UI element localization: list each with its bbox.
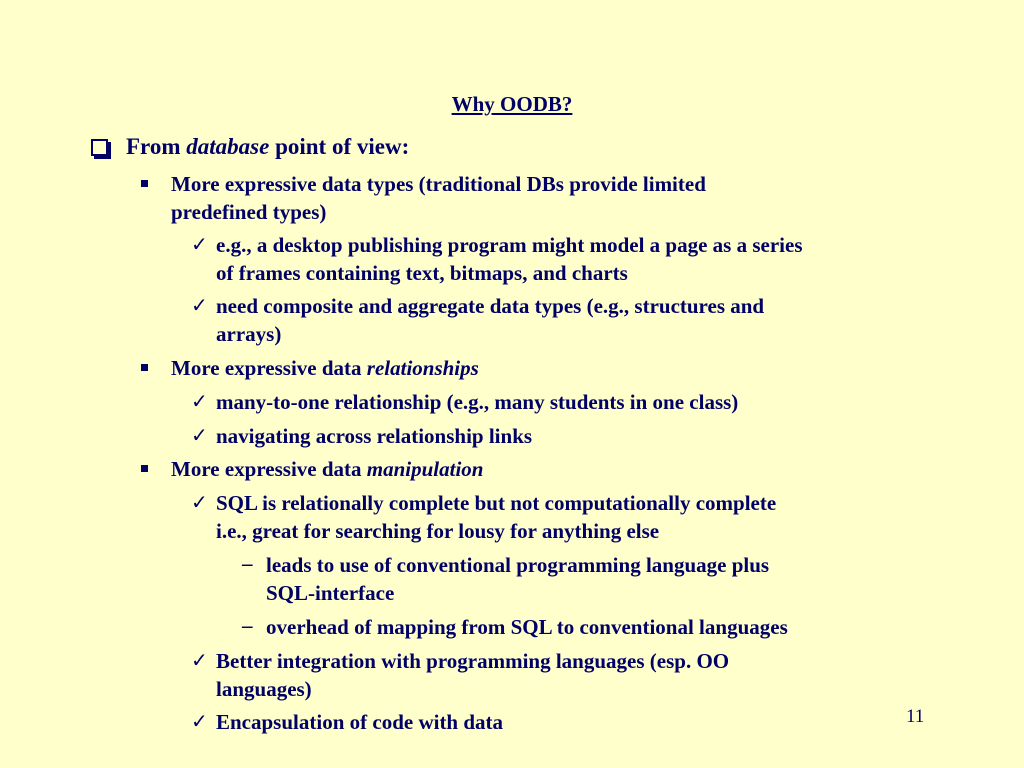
bullet-3-subsub-1-line-1: leads to use of conventional programming language plus <box>266 553 770 577</box>
check-icon: ✓ <box>191 293 208 317</box>
bullet-3-sub-2-line-1: Better integration with programming languages (esp. OO <box>216 649 730 673</box>
bullet-3: More expressive data manipulation <box>171 457 484 481</box>
bullet-3-sub-1-line-1: SQL is relationally complete but not computationally complete <box>216 491 777 515</box>
bullet-1-sub-2-line-2: arrays) <box>216 322 282 346</box>
slide-title: Why OODB? <box>451 92 573 116</box>
check-icon: ✓ <box>191 389 208 413</box>
check-icon: ✓ <box>191 232 208 256</box>
check-icon: ✓ <box>191 490 208 514</box>
bullet-3-sub-1-line-2: i.e., great for searching for lousy for anything else <box>216 519 660 543</box>
bullet-2-sub-2: navigating across relationship links <box>216 424 533 448</box>
dash-bullet-icon: – <box>242 551 253 575</box>
bullet-3-sub-2-line-2: languages) <box>216 677 312 701</box>
bullet-2-sub-1: many-to-one relationship (e.g., many students in one class) <box>216 390 739 414</box>
square-bullet-icon <box>141 180 148 187</box>
level1-heading: From database point of view: <box>126 134 410 159</box>
bullet-1-sub-1-line-1: e.g., a desktop publishing program might model a page as a series <box>216 233 803 257</box>
bullet-1-sub-2-line-1: need composite and aggregate data types (e.g., structures and <box>216 294 765 318</box>
check-icon: ✓ <box>191 709 208 733</box>
dash-bullet-icon: – <box>242 613 253 637</box>
checkbox-bullet-icon <box>91 139 108 156</box>
bullet-2: More expressive data relationships <box>171 356 479 380</box>
bullet-1-sub-1-line-2: of frames containing text, bitmaps, and charts <box>216 261 628 285</box>
bullet-1-line-2: predefined types) <box>171 200 327 224</box>
check-icon: ✓ <box>191 423 208 447</box>
page-number: 11 <box>906 706 925 727</box>
square-bullet-icon <box>141 465 148 472</box>
square-bullet-icon <box>141 364 148 371</box>
bullet-3-subsub-1-line-2: SQL-interface <box>266 581 395 605</box>
check-icon: ✓ <box>191 648 208 672</box>
bullet-3-sub-3: Encapsulation of code with data <box>216 710 504 734</box>
bullet-3-subsub-2: overhead of mapping from SQL to conventional languages <box>266 615 788 639</box>
bullet-1-line-1: More expressive data types (traditional DBs provide limited <box>171 172 706 196</box>
